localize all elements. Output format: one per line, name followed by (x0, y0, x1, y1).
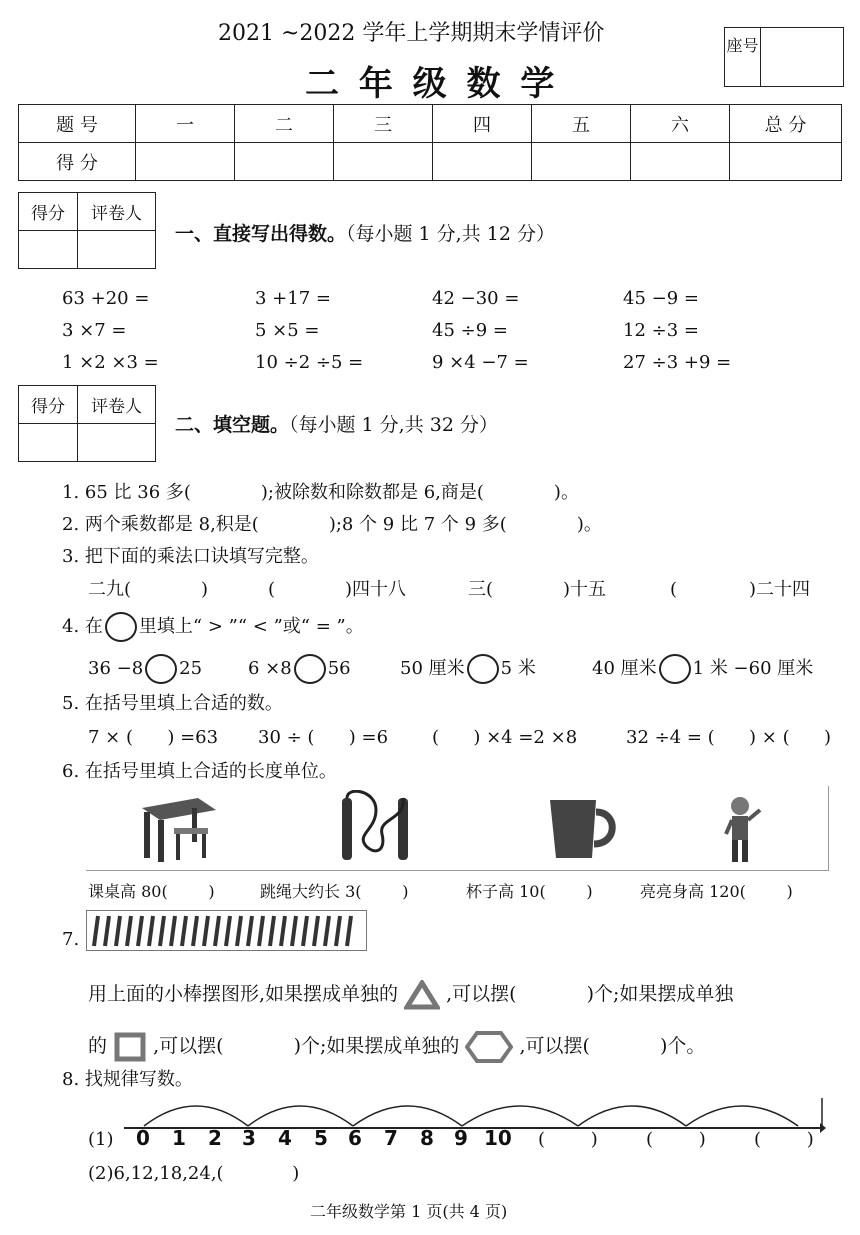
calc-item: 9 ×4 −7 = (432, 352, 529, 373)
q4-right: 56 (327, 658, 351, 679)
grader-score-label: 得分 (19, 193, 78, 231)
q4-text: 4. 在 (62, 616, 103, 637)
question-5: 5. 在括号里填上合适的数。 (62, 693, 283, 714)
question-3: 3. 把下面的乘法口诀填写完整。 (62, 546, 319, 567)
calc-item: 12 ÷3 = (623, 320, 699, 341)
score-header-cell: 五 (532, 105, 631, 143)
q4-left: 50 厘米 (400, 658, 465, 679)
score-cell[interactable] (433, 143, 532, 181)
tick-label: 5 (314, 1126, 328, 1150)
score-header-cell: 题 号 (19, 105, 136, 143)
q5-item[interactable]: ( ) ×4 =2 ×8 (432, 727, 578, 748)
child-icon (722, 794, 766, 866)
triangle-icon (404, 980, 440, 1010)
grader-box (18, 192, 156, 269)
calc-item: 45 ÷9 = (432, 320, 508, 341)
q4-item (248, 654, 351, 684)
tick-label: 2 (208, 1126, 222, 1150)
term-title: 2021 ~2022 学年上学期期末学情评价 (218, 21, 605, 46)
question-2 (62, 513, 602, 537)
q6-item[interactable]: 杯子高 10( ) (466, 882, 593, 901)
q6-item[interactable]: 课桌高 80( ) (88, 882, 215, 901)
q6-item[interactable]: 亮亮身高 120( ) (640, 882, 793, 901)
q2-text: 2. 两个乘数都是 8,积是( (62, 514, 259, 535)
q7-text: )个;如果摆成单独 (586, 983, 734, 1005)
compare-circle[interactable] (294, 654, 326, 684)
subject-title: 二 年 级 数 学 (305, 64, 559, 104)
grader-score-label: 得分 (19, 386, 78, 424)
q7-text: ,可以摆( (446, 983, 517, 1005)
calc-item: 10 ÷2 ÷5 = (255, 352, 364, 373)
calc-item: 42 −30 = (432, 288, 520, 309)
q3-text: ( (268, 579, 276, 600)
q4-text: 里填上“ > ”“ < ”或“ = ”。 (138, 616, 364, 637)
jump-rope-icon (336, 790, 416, 866)
tick-label: 10 (484, 1126, 512, 1150)
q4-item (88, 654, 202, 684)
section2-heading (175, 413, 498, 437)
calc-item: 45 −9 = (623, 288, 699, 309)
hexagon-icon (465, 1030, 513, 1064)
q3-text: 二九( (88, 579, 132, 600)
q6-item[interactable]: 跳绳大约长 3( ) (260, 882, 409, 901)
grader-name-label: 评卷人 (78, 386, 156, 424)
calc-item: 1 ×2 ×3 = (62, 352, 159, 373)
q5-item[interactable]: 30 ÷ ( ) =6 (258, 727, 389, 748)
q7-text: ,可以摆( (519, 1035, 590, 1057)
cup-icon (546, 796, 618, 862)
question-1 (62, 481, 579, 505)
q7-line2 (88, 1030, 705, 1064)
q7-text: ,可以摆( (153, 1035, 224, 1057)
section1-title: 一、直接写出得数。 (175, 223, 347, 245)
grader-score-cell[interactable] (19, 231, 78, 269)
section2-title: 二、填空题。 (175, 414, 290, 436)
grader-name-cell[interactable] (78, 231, 156, 269)
score-header-cell: 一 (136, 105, 235, 143)
q3-text: 三( (468, 579, 494, 600)
score-cell[interactable] (730, 143, 842, 181)
q3-item (268, 578, 406, 602)
compare-circle[interactable] (659, 654, 691, 684)
q7-text: )个。 (659, 1035, 706, 1057)
q5-item[interactable]: 7 × ( ) =63 (88, 727, 219, 748)
compare-circle[interactable] (145, 654, 177, 684)
q7-line1 (88, 980, 733, 1010)
tick-label: 7 (384, 1126, 398, 1150)
calc-item: 3 ×7 = (62, 320, 127, 341)
q1-text: );被除数和除数都是 6,商是( (260, 482, 484, 503)
score-cell[interactable] (136, 143, 235, 181)
q2-text: );8 个 9 比 7 个 9 多( (328, 514, 507, 535)
score-cell[interactable] (631, 143, 730, 181)
question-8: 8. 找规律写数。 (62, 1069, 193, 1090)
number-line (120, 1090, 826, 1134)
tick-label: 1 (172, 1126, 186, 1150)
q4-right: 5 米 (500, 658, 536, 679)
score-header-cell: 四 (433, 105, 532, 143)
q4-right: 1 米 −60 厘米 (692, 658, 814, 679)
q8-blank[interactable]: ( ) (538, 1129, 598, 1150)
compare-circle[interactable] (467, 654, 499, 684)
tick-label: 3 (242, 1126, 256, 1150)
seat-number-box[interactable] (724, 27, 844, 87)
q4-left: 40 厘米 (592, 658, 657, 679)
q4-left: 36 −8 (88, 658, 144, 679)
score-cell[interactable] (235, 143, 334, 181)
section1-heading (175, 222, 555, 246)
q4-item (400, 654, 536, 684)
question-6: 6. 在括号里填上合适的长度单位。 (62, 761, 337, 782)
q7-text: )个;如果摆成单独的 (293, 1035, 460, 1057)
calc-item: 5 ×5 = (255, 320, 320, 341)
circle-icon (105, 612, 137, 642)
q7-text: 用上面的小棒摆图形,如果摆成单独的 (88, 983, 399, 1005)
calc-item: 63 +20 = (62, 288, 150, 309)
q1-text: 1. 65 比 36 多( (62, 482, 191, 503)
calc-item: 27 ÷3 +9 = (623, 352, 732, 373)
seat-label: 座号 (725, 28, 761, 86)
q3-text: )十五 (563, 579, 607, 600)
q3-item (88, 578, 208, 602)
q1-text: )。 (553, 482, 579, 503)
grader-score-cell[interactable] (19, 424, 78, 462)
section1-note: （每小题 1 分,共 12 分） (346, 223, 555, 245)
q3-text: )四十八 (345, 579, 407, 600)
sticks-icon (86, 910, 368, 952)
section2-note: （每小题 1 分,共 32 分） (289, 414, 498, 436)
q8-2[interactable]: (2)6,12,18,24,( ) (88, 1163, 300, 1184)
score-cell[interactable] (334, 143, 433, 181)
square-icon (113, 1031, 147, 1063)
desk-icon (138, 794, 220, 864)
q8-blank[interactable]: ( ) (646, 1129, 706, 1150)
q3-text: )二十四 (749, 579, 811, 600)
q8-1-label: (1) (88, 1129, 114, 1150)
score-header-cell: 三 (334, 105, 433, 143)
q3-item (670, 578, 810, 602)
tick-label: 6 (348, 1126, 362, 1150)
q7-text: 的 (88, 1035, 108, 1057)
score-header-cell: 二 (235, 105, 334, 143)
calc-item: 3 +17 = (255, 288, 331, 309)
q3-item (468, 578, 606, 602)
score-header-cell: 六 (631, 105, 730, 143)
grader-name-cell[interactable] (78, 424, 156, 462)
question-7-number: 7. (62, 929, 80, 950)
tick-label: 0 (136, 1126, 150, 1150)
q2-text: )。 (576, 514, 602, 535)
grader-box (18, 385, 156, 462)
score-row-label: 得 分 (19, 143, 136, 181)
page-footer: 二年级数学第 1 页(共 4 页) (310, 1202, 508, 1221)
q8-blank[interactable]: ( ) (754, 1129, 814, 1150)
question-4 (62, 612, 364, 642)
q4-right: 25 (179, 658, 203, 679)
score-header-cell: 总 分 (730, 105, 842, 143)
q6-picture-strip (86, 786, 829, 871)
tick-label: 4 (278, 1126, 292, 1150)
grader-name-label: 评卷人 (78, 193, 156, 231)
tick-label: 8 (420, 1126, 434, 1150)
q3-text: ( (670, 579, 678, 600)
q5-item[interactable]: 32 ÷4 = ( ) × ( ) (626, 727, 831, 748)
q4-item (592, 654, 813, 684)
score-cell[interactable] (532, 143, 631, 181)
q4-left: 6 ×8 (248, 658, 292, 679)
score-table (18, 104, 842, 181)
tick-label: 9 (454, 1126, 468, 1150)
q3-text: ) (201, 579, 209, 600)
